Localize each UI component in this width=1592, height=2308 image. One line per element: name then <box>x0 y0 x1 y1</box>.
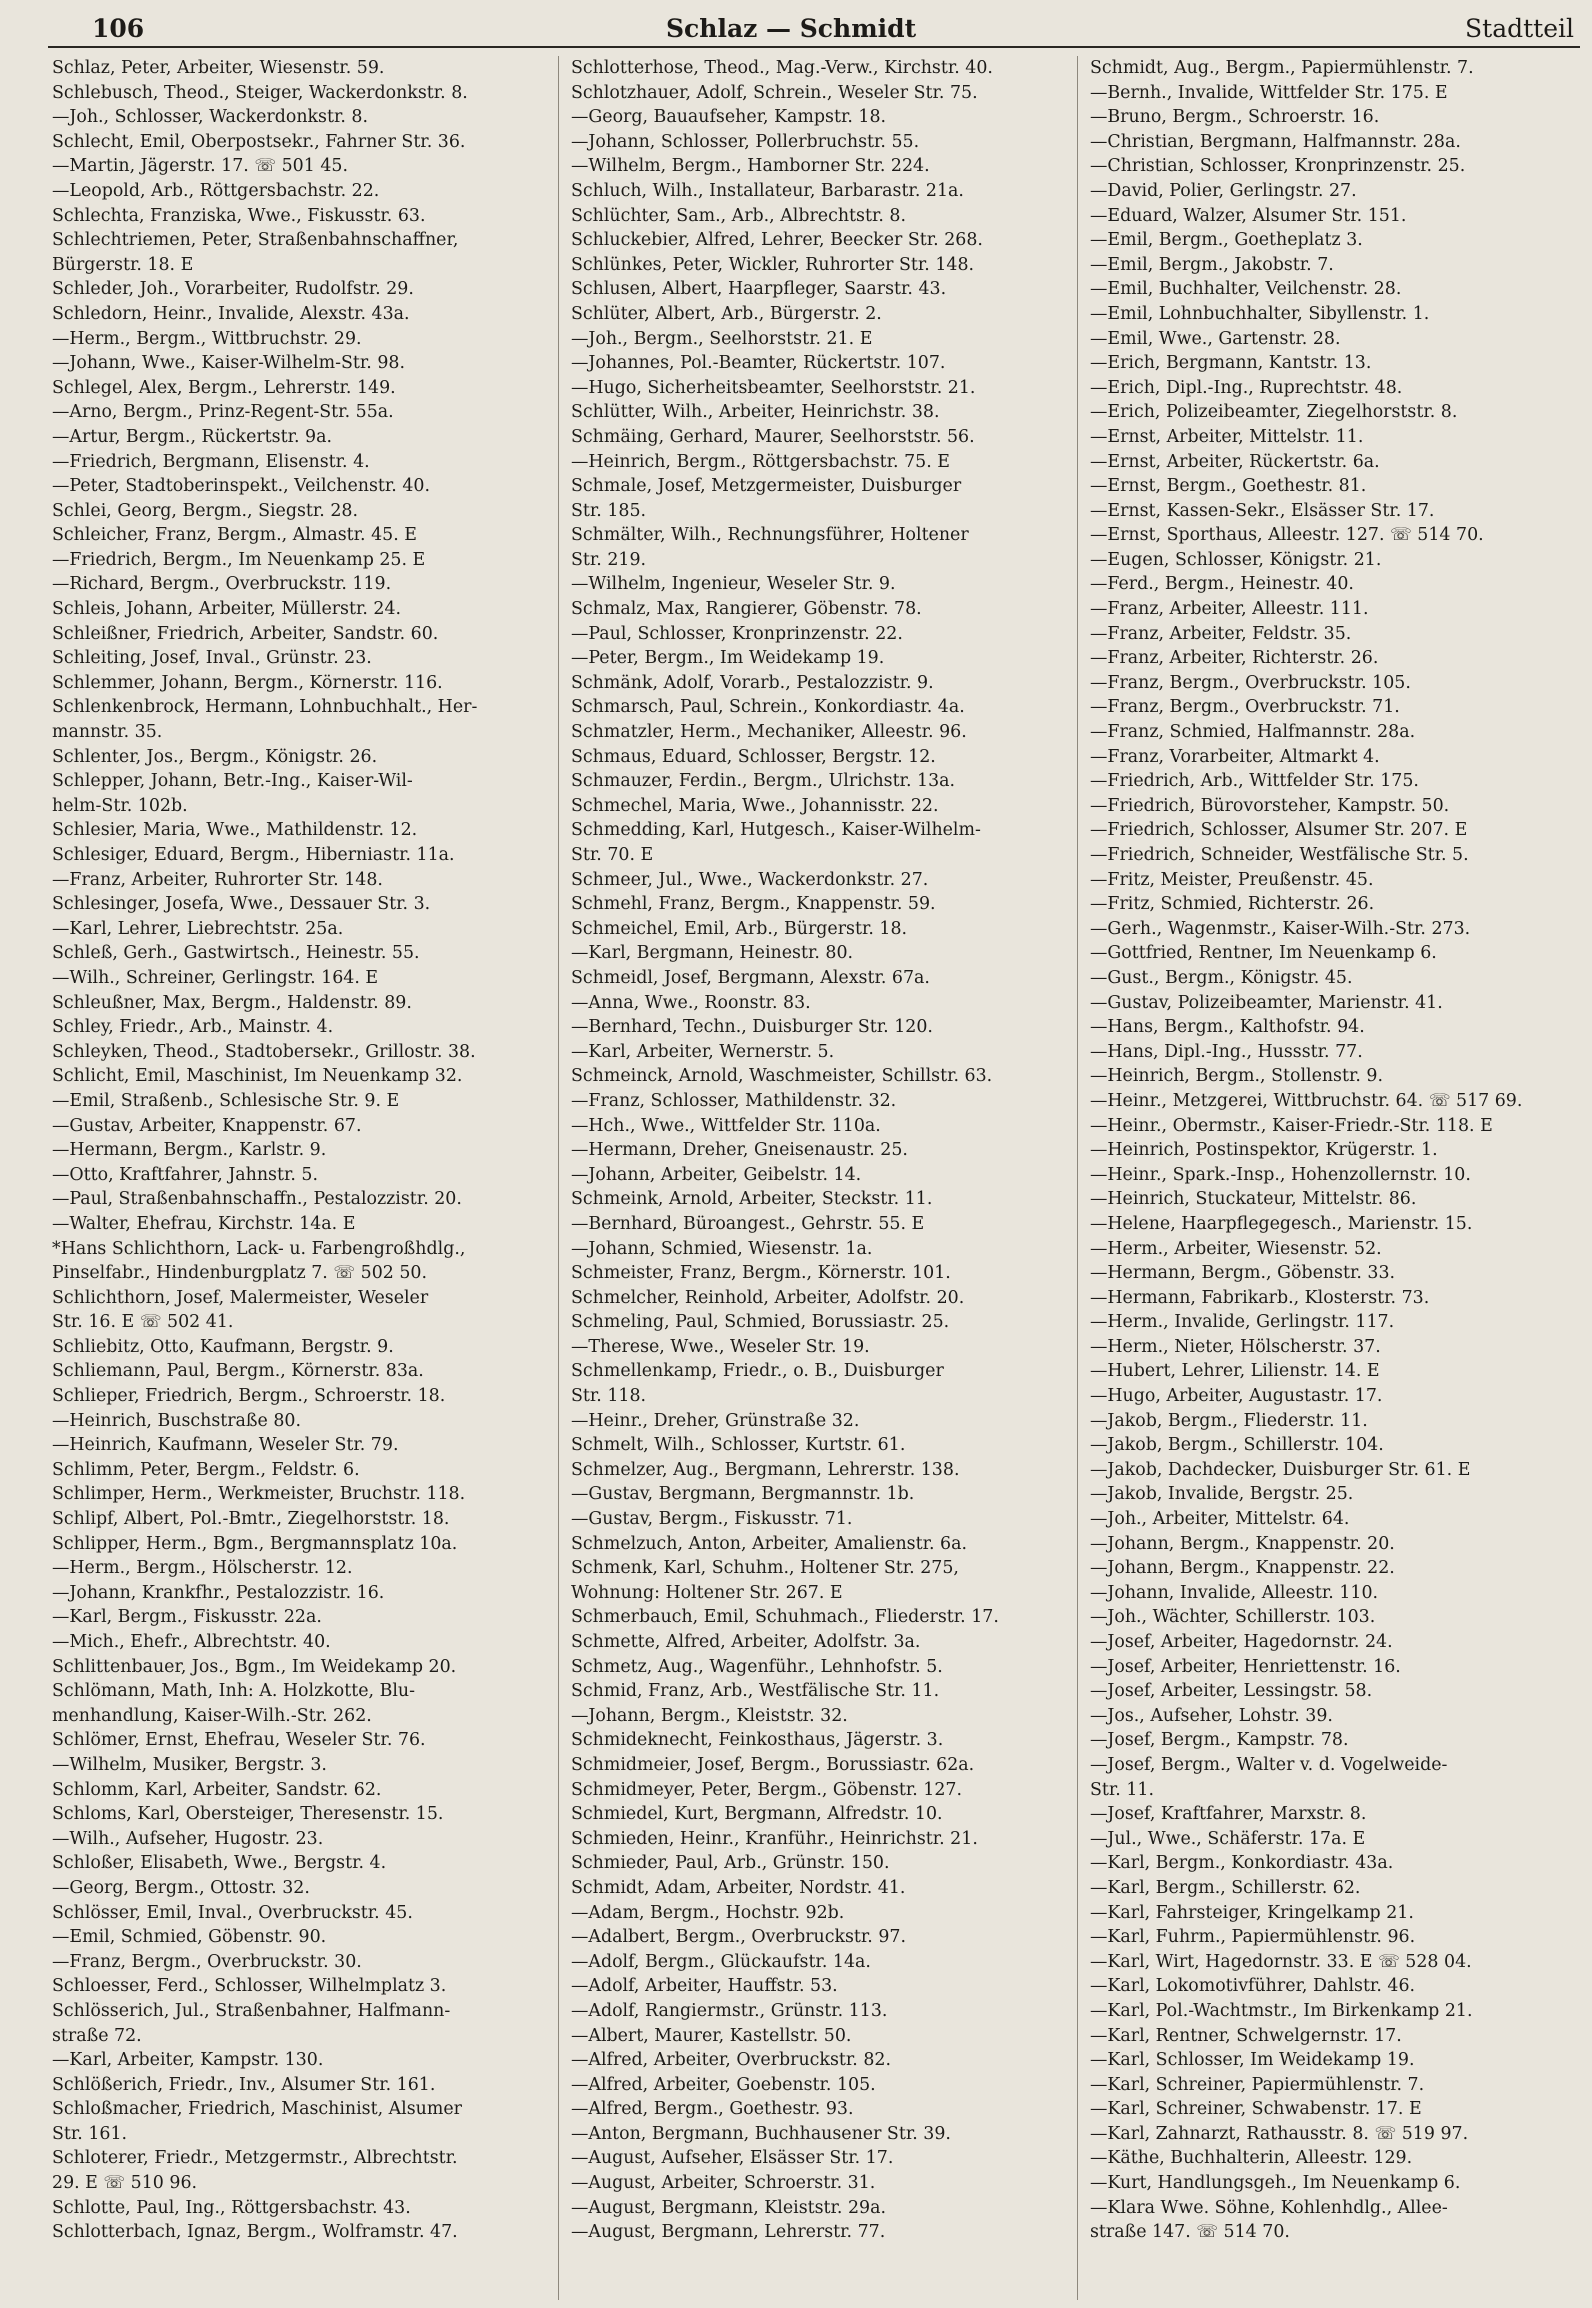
directory-entry: Schmerbauch, Emil, Schuhmach., Fliederstr. 17. <box>571 1607 999 1628</box>
directory-entry: Schloßmacher, Friedrich, Maschinist, Alsumer <box>52 2099 462 2120</box>
directory-entry: —Hermann, Bergm., Karlstr. 9. <box>52 1140 327 1161</box>
directory-entry: —Gustav, Bergm., Fiskusstr. 71. <box>571 1509 853 1530</box>
directory-entry: Schmänk, Adolf, Vorarb., Pestalozzistr. 9. <box>571 672 934 693</box>
directory-entry: Schleicher, Franz, Bergm., Almastr. 45. E <box>52 525 417 546</box>
directory-entry: —Peter, Bergm., Im Weidekamp 19. <box>571 648 885 669</box>
directory-entry: Schlipper, Herm., Bgm., Bergmannsplatz 10a. <box>52 1533 458 1554</box>
directory-entry: Schlechtriemen, Peter, Straßenbahnschaffner, <box>52 230 459 251</box>
directory-entry: —Heinr., Dreher, Grünstraße 32. <box>571 1410 860 1431</box>
directory-entry: Schmenk, Karl, Schuhm., Holtener Str. 275, <box>571 1558 959 1579</box>
directory-entry: Schmeister, Franz, Bergm., Körnerstr. 101. <box>571 1263 951 1284</box>
directory-entry: —Martin, Jägerstr. 17. ☏ 501 45. <box>52 156 348 177</box>
directory-entry: Schleißner, Friedrich, Arbeiter, Sandstr. 60. <box>52 623 439 644</box>
directory-entry: —Hch., Wwe., Wittfelder Str. 110a. <box>571 1115 881 1136</box>
directory-entry: Schmeling, Paul, Schmied, Borussiastr. 25. <box>571 1312 950 1333</box>
directory-entry: —Emil, Bergm., Jakobstr. 7. <box>1090 254 1334 275</box>
directory-entry: Schlecht, Emil, Oberpostsekr., Fahrner Str. 36. <box>52 131 466 152</box>
directory-entry: —Hubert, Lehrer, Lilienstr. 14. E <box>1090 1361 1380 1382</box>
directory-entry: —Jakob, Bergm., Fliederstr. 11. <box>1090 1410 1368 1431</box>
directory-entry: —Bernhard, Büroangest., Gehrstr. 55. E <box>571 1213 925 1234</box>
directory-entry: —Gustav, Bergmann, Bergmannstr. 1b. <box>571 1484 915 1505</box>
directory-entry: Schlömer, Ernst, Ehefrau, Weseler Str. 76. <box>52 1730 426 1751</box>
directory-entry: —Klara Wwe. Söhne, Kohlenhdlg., Allee- <box>1090 2197 1448 2218</box>
directory-entry: —Karl, Wirt, Hagedornstr. 33. E ☏ 528 04. <box>1090 1951 1472 1972</box>
directory-entry: Schlichthorn, Josef, Malermeister, Weseler <box>52 1287 429 1308</box>
directory-entry: —Heinrich, Bergm., Röttgersbachstr. 75. E <box>571 451 950 472</box>
directory-entry: Schmeichel, Emil, Arb., Bürgerstr. 18. <box>571 918 908 939</box>
directory-entry: —Emil, Bergm., Goetheplatz 3. <box>1090 230 1363 251</box>
directory-entry: —Bernh., Invalide, Wittfelder Str. 175. E <box>1090 82 1448 103</box>
directory-entry: —Bernhard, Techn., Duisburger Str. 120. <box>571 1017 933 1038</box>
directory-entry: —Karl, Arbeiter, Wernerstr. 5. <box>571 1041 835 1062</box>
directory-entry: —Johann, Schlosser, Pollerbruchstr. 55. <box>571 131 920 152</box>
directory-entry: Schleder, Joh., Vorarbeiter, Rudolfstr. 29. <box>52 279 414 300</box>
directory-entry: Schliemann, Paul, Bergm., Körnerstr. 83a. <box>52 1361 424 1382</box>
directory-entry: Schlemmer, Johann, Bergm., Körnerstr. 116. <box>52 672 443 693</box>
directory-entry: Schmelzuch, Anton, Arbeiter, Amalienstr. 6a. <box>571 1533 967 1554</box>
directory-entry: Schmellenkamp, Friedr., o. B., Duisburger <box>571 1361 944 1382</box>
directory-entry: —Hermann, Bergm., Göbenstr. 33. <box>1090 1263 1396 1284</box>
directory-entry: —Wilhelm, Bergm., Hamborner Str. 224. <box>571 156 930 177</box>
directory-entry: Schlotzhauer, Adolf, Schrein., Weseler Str. 75. <box>571 82 978 103</box>
directory-entry: —Ferd., Bergm., Heinestr. 40. <box>1090 574 1354 595</box>
directory-entry: Schmedding, Karl, Hutgesch., Kaiser-Wilhelm- <box>571 820 981 841</box>
directory-entry: —Gust., Bergm., Königstr. 45. <box>1090 967 1353 988</box>
directory-entry: —Herm., Arbeiter, Wiesenstr. 52. <box>1090 1238 1382 1259</box>
directory-entry: Schmechel, Maria, Wwe., Johannisstr. 22. <box>571 795 939 816</box>
directory-entry: —Gustav, Polizeibeamter, Marienstr. 41. <box>1090 992 1443 1013</box>
directory-entry: —Franz, Arbeiter, Alleestr. 111. <box>1090 599 1369 620</box>
directory-entry: straße 147. ☏ 514 70. <box>1090 2222 1290 2243</box>
directory-entry: —Karl, Bergm., Konkordiastr. 43a. <box>1090 1853 1394 1874</box>
directory-entry: Schmidmeyer, Peter, Bergm., Göbenstr. 127. <box>571 1779 963 1800</box>
directory-entry: —Karl, Zahnarzt, Rathausstr. 8. ☏ 519 97. <box>1090 2123 1469 2144</box>
directory-entry: —Johann, Bergm., Kleiststr. 32. <box>571 1705 848 1726</box>
directory-entry: Schloterer, Friedr., Metzgermstr., Albrechtstr. <box>52 2148 458 2169</box>
directory-entry: Str. 185. <box>571 500 647 521</box>
directory-entry: —Karl, Bergm., Fiskusstr. 22a. <box>52 1607 322 1628</box>
directory-entry: —Joh., Arbeiter, Mittelstr. 64. <box>1090 1509 1350 1530</box>
directory-entry: —Albert, Maurer, Kastellstr. 50. <box>571 2025 852 2046</box>
directory-entry: —Karl, Lehrer, Liebrechtstr. 25a. <box>52 918 344 939</box>
directory-entry: —Friedrich, Arb., Wittfelder Str. 175. <box>1090 771 1419 792</box>
directory-entry: —Karl, Lokomotivführer, Dahlstr. 46. <box>1090 1976 1416 1997</box>
directory-entry: —Jakob, Invalide, Bergstr. 25. <box>1090 1484 1354 1505</box>
directory-entry: —Josef, Kraftfahrer, Marxstr. 8. <box>1090 1804 1367 1825</box>
directory-entry: —Hans, Dipl.-Ing., Hussstr. 77. <box>1090 1041 1363 1062</box>
directory-entry: —Friedrich, Bergm., Im Neuenkamp 25. E <box>52 549 426 570</box>
directory-entry: —Emil, Wwe., Gartenstr. 28. <box>1090 328 1341 349</box>
directory-entry: Schmieder, Paul, Arb., Grünstr. 150. <box>571 1853 890 1874</box>
directory-entry: Schmelzer, Aug., Bergmann, Lehrerstr. 138. <box>571 1459 960 1480</box>
directory-entry: —Heinr., Spark.-Insp., Hohenzollernstr. 10. <box>1090 1164 1471 1185</box>
directory-entry: Schmehl, Franz, Bergm., Knappenstr. 59. <box>571 894 936 915</box>
directory-entry: —Adolf, Rangiermstr., Grünstr. 113. <box>571 2000 888 2021</box>
directory-entry: —Heinrich, Stuckateur, Mittelstr. 86. <box>1090 1189 1417 1210</box>
directory-entry: —Johann, Krankfhr., Pestalozzistr. 16. <box>52 1582 385 1603</box>
directory-entry: —Emil, Buchhalter, Veilchenstr. 28. <box>1090 279 1402 300</box>
directory-entry: Schlipf, Albert, Pol.-Bmtr., Ziegelhorststr. 18. <box>52 1509 450 1530</box>
directory-entry: —Emil, Straßenb., Schlesische Str. 9. E <box>52 1090 400 1111</box>
directory-entry: Schmarsch, Paul, Schrein., Konkordiastr. 4a. <box>571 697 965 718</box>
directory-entry: —Gottfried, Rentner, Im Neuenkamp 6. <box>1090 943 1437 964</box>
directory-entry: Schlicht, Emil, Maschinist, Im Neuenkamp 32. <box>52 1066 463 1087</box>
column-1 <box>52 56 542 2300</box>
directory-entry: Schmeer, Jul., Wwe., Wackerdonkstr. 27. <box>571 869 929 890</box>
directory-entry: Schlebusch, Theod., Steiger, Wackerdonkstr. 8. <box>52 82 468 103</box>
directory-entry: helm-Str. 102b. <box>52 795 188 816</box>
section-label: Stadtteil <box>1465 14 1574 43</box>
directory-entry: —Friedrich, Bürovorsteher, Kampstr. 50. <box>1090 795 1450 816</box>
directory-entry: Schlößerich, Friedr., Inv., Alsumer Str. 161. <box>52 2074 436 2095</box>
directory-entry: —Paul, Schlosser, Kronprinzenstr. 22. <box>571 623 903 644</box>
directory-entry: —Heinrich, Postinspektor, Krügerstr. 1. <box>1090 1140 1438 1161</box>
directory-entry: Pinselfabr., Hindenburgplatz 7. ☏ 502 50. <box>52 1263 428 1284</box>
directory-entry: —August, Arbeiter, Schroerstr. 31. <box>571 2173 876 2194</box>
directory-entry: —Hermann, Dreher, Gneisenaustr. 25. <box>571 1140 908 1161</box>
directory-entry: Schmatzler, Herm., Mechaniker, Alleestr. 96. <box>571 722 967 743</box>
directory-entry: —Christian, Bergmann, Halfmannstr. 28a. <box>1090 131 1461 152</box>
directory-entry: —Herm., Nieter, Hölscherstr. 37. <box>1090 1336 1381 1357</box>
directory-entry: Bürgerstr. 18. E <box>52 254 194 275</box>
directory-entry: —Jul., Wwe., Schäferstr. 17a. E <box>1090 1828 1366 1849</box>
directory-entry: Schlotterbach, Ignaz, Bergm., Wolframstr. 47. <box>52 2222 458 2243</box>
directory-entry: —Hugo, Sicherheitsbeamter, Seelhorststr. 21. <box>571 377 976 398</box>
directory-entry: —Hugo, Arbeiter, Augustastr. 17. <box>1090 1386 1383 1407</box>
directory-entry: —Johann, Bergm., Knappenstr. 22. <box>1090 1558 1395 1579</box>
directory-entry: —August, Aufseher, Elsässer Str. 17. <box>571 2148 894 2169</box>
directory-entry: —Franz, Schlosser, Mathildenstr. 32. <box>571 1090 897 1111</box>
directory-entry: Str. 161. <box>52 2123 128 2144</box>
directory-entry: —Jakob, Dachdecker, Duisburger Str. 61. E <box>1090 1459 1471 1480</box>
directory-entry: —Franz, Arbeiter, Richterstr. 26. <box>1090 648 1379 669</box>
directory-entry: —Adolf, Arbeiter, Hauffstr. 53. <box>571 1976 838 1997</box>
directory-entry: —Karl, Schreiner, Schwabenstr. 17. E <box>1090 2099 1422 2120</box>
directory-entry: —Arno, Bergm., Prinz-Regent-Str. 55a. <box>52 402 394 423</box>
directory-entry: —Franz, Arbeiter, Feldstr. 35. <box>1090 623 1352 644</box>
directory-entry: —Paul, Straßenbahnschaffn., Pestalozzistr. 20. <box>52 1189 462 1210</box>
directory-entry: Schlüter, Albert, Arb., Bürgerstr. 2. <box>571 303 882 324</box>
directory-entry: straße 72. <box>52 2025 142 2046</box>
directory-entry: Schlepper, Johann, Betr.-Ing., Kaiser-Wil- <box>52 771 413 792</box>
directory-entry: —Erich, Polizeibeamter, Ziegelhorststr. 8. <box>1090 402 1458 423</box>
directory-entry: —Karl, Schreiner, Papiermühlenstr. 7. <box>1090 2074 1425 2095</box>
directory-entry: Schleußner, Max, Bergm., Haldenstr. 89. <box>52 992 412 1013</box>
directory-entry: Schlechta, Franziska, Wwe., Fiskusstr. 63. <box>52 205 426 226</box>
directory-entry: —Joh., Wächter, Schillerstr. 103. <box>1090 1607 1376 1628</box>
directory-entry: —Erich, Dipl.-Ing., Ruprechtstr. 48. <box>1090 377 1403 398</box>
directory-entry: 29. E ☏ 510 96. <box>52 2173 198 2194</box>
column-3 <box>1077 56 1580 2300</box>
directory-entry: Schmidt, Adam, Arbeiter, Nordstr. 41. <box>571 1877 906 1898</box>
directory-entry: Schlesier, Maria, Wwe., Mathildenstr. 12. <box>52 820 418 841</box>
directory-entry: Schliebitz, Otto, Kaufmann, Bergstr. 9. <box>52 1336 394 1357</box>
running-head: Schlaz — Schmidt <box>666 14 917 43</box>
directory-entry: —Joh., Bergm., Seelhorststr. 21. E <box>571 328 873 349</box>
directory-entry: —Friedrich, Schneider, Westfälische Str. 5. <box>1090 845 1469 865</box>
directory-entry: Str. 16. E ☏ 502 41. <box>52 1312 234 1333</box>
directory-entry: Schmidt, Aug., Bergm., Papiermühlenstr. 7. <box>1090 58 1474 78</box>
directory-entry: —Josef, Arbeiter, Lessingstr. 58. <box>1090 1681 1373 1702</box>
directory-entry: —Franz, Vorarbeiter, Altmarkt 4. <box>1090 746 1380 767</box>
directory-entry: —Johann, Invalide, Alleestr. 110. <box>1090 1582 1379 1603</box>
directory-entry: Schloms, Karl, Obersteiger, Theresenstr. 15. <box>52 1804 444 1825</box>
directory-entry: Schmieden, Heinr., Kranführ., Heinrichstr. 21. <box>571 1828 978 1849</box>
directory-entry: Schmelcher, Reinhold, Arbeiter, Adolfstr. 20. <box>571 1287 965 1308</box>
directory-entry: Schmetz, Aug., Wagenführ., Lehnhofstr. 5. <box>571 1656 943 1677</box>
directory-entry: Schlesiger, Eduard, Bergm., Hiberniastr. 11a. <box>52 845 455 865</box>
directory-entry: Str. 70. E <box>571 845 654 865</box>
directory-entry: Schmauzer, Ferdin., Bergm., Ulrichstr. 13a. <box>571 771 956 792</box>
page-header <box>0 0 1592 48</box>
directory-entry: Str. 11. <box>1090 1779 1155 1800</box>
directory-entry: Schlaz, Peter, Arbeiter, Wiesenstr. 59. <box>52 58 385 78</box>
directory-entry: Schmale, Josef, Metzgermeister, Duisburger <box>571 476 962 497</box>
directory-entry: Schlüchter, Sam., Arb., Albrechtstr. 8. <box>571 205 906 226</box>
directory-entry: —Jakob, Bergm., Schillerstr. 104. <box>1090 1435 1384 1456</box>
column-2 <box>558 56 1061 2300</box>
directory-entry: —Gustav, Arbeiter, Knappenstr. 67. <box>52 1115 362 1136</box>
directory-entry: Schleyken, Theod., Stadtobersekr., Grillostr. 38. <box>52 1041 476 1062</box>
directory-entry: —Ernst, Sporthaus, Alleestr. 127. ☏ 514 70. <box>1090 525 1484 546</box>
directory-entry: Schlenkenbrock, Hermann, Lohnbuchhalt., Her- <box>52 697 478 718</box>
directory-entry: —Franz, Bergm., Overbruckstr. 30. <box>52 1951 362 1972</box>
directory-entry: —Friedrich, Bergmann, Elisenstr. 4. <box>52 451 370 472</box>
directory-entry: —August, Bergmann, Lehrerstr. 77. <box>571 2222 886 2243</box>
directory-entry: Schleis, Johann, Arbeiter, Müllerstr. 24. <box>52 599 402 620</box>
directory-entry: —Erich, Bergmann, Kantstr. 13. <box>1090 353 1372 374</box>
directory-entry: —Fritz, Schmied, Richterstr. 26. <box>1090 894 1375 915</box>
directory-entry: —Wilhelm, Musiker, Bergstr. 3. <box>52 1754 327 1775</box>
directory-entry: Schley, Friedr., Arb., Mainstr. 4. <box>52 1017 334 1038</box>
directory-entry: Schluch, Wilh., Installateur, Barbarastr. 21a. <box>571 180 964 201</box>
directory-entry: —Karl, Arbeiter, Kampstr. 130. <box>52 2050 324 2071</box>
directory-entry: —Anton, Bergmann, Buchhausener Str. 39. <box>571 2123 951 2144</box>
directory-entry: Schmaus, Eduard, Schlosser, Bergstr. 12. <box>571 746 936 767</box>
directory-entry: —Mich., Ehefr., Albrechtstr. 40. <box>52 1632 331 1652</box>
directory-entry: Schmeink, Arnold, Arbeiter, Steckstr. 11. <box>571 1189 933 1210</box>
directory-entry: —Herm., Bergm., Hölscherstr. 12. <box>52 1558 353 1579</box>
directory-entry: mannstr. 35. <box>52 722 163 743</box>
directory-entry: —Josef, Arbeiter, Henriettenstr. 16. <box>1090 1656 1401 1677</box>
directory-entry: Schmalz, Max, Rangierer, Göbenstr. 78. <box>571 599 922 620</box>
directory-entry: —Eduard, Walzer, Alsumer Str. 151. <box>1090 205 1407 226</box>
directory-entry: —Karl, Fuhrm., Papiermühlenstr. 96. <box>1090 1927 1416 1948</box>
directory-entry: Schlusen, Albert, Haarpfleger, Saarstr. 43. <box>571 279 947 300</box>
directory-entry: —Heinrich, Bergm., Stollenstr. 9. <box>1090 1066 1384 1087</box>
directory-entry: —Heinrich, Kaufmann, Weseler Str. 79. <box>52 1435 399 1456</box>
directory-entry: —Ernst, Arbeiter, Mittelstr. 11. <box>1090 426 1364 447</box>
directory-entry: —Ernst, Bergm., Goethestr. 81. <box>1090 476 1367 497</box>
directory-entry: Schmiedel, Kurt, Bergmann, Alfredstr. 10. <box>571 1804 943 1825</box>
directory-entry: —Wilhelm, Ingenieur, Weseler Str. 9. <box>571 574 896 595</box>
directory-entry: —Georg, Bergm., Ottostr. 32. <box>52 1877 310 1898</box>
directory-entry: —Franz, Arbeiter, Ruhrorter Str. 148. <box>52 869 383 890</box>
directory-entry: Schmid, Franz, Arb., Westfälische Str. 11. <box>571 1681 940 1702</box>
directory-entry: Schleß, Gerh., Gastwirtsch., Heinestr. 55. <box>52 943 420 964</box>
directory-entry: —Bruno, Bergm., Schroerstr. 16. <box>1090 107 1380 128</box>
directory-entry: —August, Bergmann, Kleiststr. 29a. <box>571 2197 887 2218</box>
directory-entry: —Herm., Invalide, Gerlingstr. 117. <box>1090 1312 1395 1333</box>
directory-entry: Schlotterhose, Theod., Mag.-Verw., Kirchstr. 40. <box>571 58 993 78</box>
page-number: 106 <box>92 14 145 43</box>
directory-entry: —Christian, Schlosser, Kronprinzenstr. 25. <box>1090 156 1466 177</box>
directory-entry: —Otto, Kraftfahrer, Jahnstr. 5. <box>52 1164 319 1185</box>
directory-entry: Schmeidl, Josef, Bergmann, Alexstr. 67a. <box>571 967 930 988</box>
directory-entry: —Jos., Aufseher, Lohstr. 39. <box>1090 1705 1333 1726</box>
directory-entry: —Georg, Bauaufseher, Kampstr. 18. <box>571 107 887 128</box>
directory-entry: menhandlung, Kaiser-Wilh.-Str. 262. <box>52 1705 372 1726</box>
directory-entry: Schlösser, Emil, Inval., Overbruckstr. 45. <box>52 1902 413 1923</box>
directory-entry: Schlieper, Friedrich, Bergm., Schroerstr. 18. <box>52 1386 446 1407</box>
directory-entry: *Hans Schlichthorn, Lack- u. Farbengroßhdlg., <box>52 1238 466 1259</box>
directory-entry: —Kurt, Handlungsgeh., Im Neuenkamp 6. <box>1090 2173 1461 2194</box>
directory-entry: —Helene, Haarpflegegesch., Marienstr. 15. <box>1090 1213 1473 1234</box>
directory-entry: —Käthe, Buchhalterin, Alleestr. 129. <box>1090 2148 1413 2169</box>
directory-entry: —Adalbert, Bergm., Overbruckstr. 97. <box>571 1927 907 1948</box>
directory-entry: —Karl, Bergmann, Heinestr. 80. <box>571 943 854 964</box>
directory-entry: —Wilh., Aufseher, Hugostr. 23. <box>52 1828 324 1849</box>
directory-entry: Schlesinger, Josefa, Wwe., Dessauer Str. 3. <box>52 894 431 915</box>
directory-entry: —Franz, Bergm., Overbruckstr. 105. <box>1090 672 1411 693</box>
directory-entry: Schlegel, Alex, Bergm., Lehrerstr. 149. <box>52 377 396 398</box>
directory-entry: —Johann, Arbeiter, Geibelstr. 14. <box>571 1164 862 1185</box>
directory-entry: —Therese, Wwe., Weseler Str. 19. <box>571 1336 870 1357</box>
directory-entry: —Heinr., Metzgerei, Wittbruchstr. 64. ☏ 517 69. <box>1090 1090 1523 1111</box>
directory-entry: —Friedrich, Schlosser, Alsumer Str. 207. E <box>1090 820 1468 841</box>
directory-entry: —Walter, Ehefrau, Kirchstr. 14a. E <box>52 1213 356 1234</box>
directory-entry: Schmideknecht, Feinkosthaus, Jägerstr. 3. <box>571 1730 944 1751</box>
directory-entry: —Artur, Bergm., Rückertstr. 9a. <box>52 426 332 447</box>
directory-entry: —Emil, Schmied, Göbenstr. 90. <box>52 1927 327 1948</box>
directory-entry: —Josef, Bergm., Walter v. d. Vogelweide- <box>1090 1754 1448 1775</box>
directory-entry: —Emil, Lohnbuchhalter, Sibyllenstr. 1. <box>1090 303 1430 324</box>
directory-entry: —Hermann, Fabrikarb., Klosterstr. 73. <box>1090 1287 1430 1308</box>
directory-entry: Schlimper, Herm., Werkmeister, Bruchstr. 118. <box>52 1484 466 1505</box>
directory-entry: —Karl, Rentner, Schwelgernstr. 17. <box>1090 2025 1402 2046</box>
directory-entry: Schlimm, Peter, Bergm., Feldstr. 6. <box>52 1459 360 1480</box>
directory-entry: —Richard, Bergm., Overbruckstr. 119. <box>52 574 392 595</box>
directory-entry: —Josef, Bergm., Kampstr. 78. <box>1090 1730 1349 1751</box>
directory-entry: Schmeinck, Arnold, Waschmeister, Schillstr. 63. <box>571 1066 993 1087</box>
directory-entry: Schlenter, Jos., Bergm., Königstr. 26. <box>52 746 378 767</box>
header-rule <box>48 46 1580 48</box>
directory-entry: —Hans, Bergm., Kalthofstr. 94. <box>1090 1017 1365 1038</box>
directory-entry: —Alfred, Arbeiter, Overbruckstr. 82. <box>571 2050 891 2071</box>
directory-entry: Schloesser, Ferd., Schlosser, Wilhelmplatz 3. <box>52 1976 447 1997</box>
directory-entry: —Karl, Bergm., Schillerstr. 62. <box>1090 1877 1361 1898</box>
directory-entry: Schlömann, Math, Inh: A. Holzkotte, Blu- <box>52 1681 416 1702</box>
directory-entry: Schmälter, Wilh., Rechnungsführer, Holtener <box>571 525 969 546</box>
directory-entry: Schmette, Alfred, Arbeiter, Adolfstr. 3a. <box>571 1632 921 1652</box>
directory-entry: —Peter, Stadtoberinspekt., Veilchenstr. 40. <box>52 476 430 497</box>
directory-entry: Schmidmeier, Josef, Bergm., Borussiastr. 62a. <box>571 1754 975 1775</box>
directory-entry: —Ernst, Arbeiter, Rückertstr. 6a. <box>1090 451 1380 472</box>
directory-entry: —Leopold, Arb., Röttgersbachstr. 22. <box>52 180 380 201</box>
directory-entry: —Johann, Bergm., Knappenstr. 20. <box>1090 1533 1395 1554</box>
directory-entry: —Eugen, Schlosser, Königstr. 21. <box>1090 549 1382 570</box>
directory-entry: —Alfred, Arbeiter, Goebenstr. 105. <box>571 2074 876 2095</box>
directory-entry: —Adam, Bergm., Hochstr. 92b. <box>571 1902 845 1923</box>
directory-entry: Schleiting, Josef, Inval., Grünstr. 23. <box>52 648 372 669</box>
directory-entry: Schlünkes, Peter, Wickler, Ruhrorter Str. 148. <box>571 254 975 275</box>
directory-entry: Schmäing, Gerhard, Maurer, Seelhorststr. 56. <box>571 426 975 447</box>
directory-entry: Schloßer, Elisabeth, Wwe., Bergstr. 4. <box>52 1853 387 1874</box>
directory-entry: —Wilh., Schreiner, Gerlingstr. 164. E <box>52 967 379 988</box>
directory-entry: Str. 118. <box>571 1386 647 1407</box>
directory-entry: Str. 219. <box>571 549 647 570</box>
directory-columns <box>52 56 1580 2300</box>
directory-entry: Schlütter, Wilh., Arbeiter, Heinrichstr. 38. <box>571 402 940 423</box>
directory-entry: —Karl, Fahrsteiger, Kringelkamp 21. <box>1090 1902 1414 1923</box>
directory-entry: Schlomm, Karl, Arbeiter, Sandstr. 62. <box>52 1779 382 1800</box>
directory-entry: —Alfred, Bergm., Goethestr. 93. <box>571 2099 854 2120</box>
directory-entry: —Johann, Schmied, Wiesenstr. 1a. <box>571 1238 873 1259</box>
directory-entry: Schlösserich, Jul., Straßenbahner, Halfmann- <box>52 2000 451 2021</box>
directory-entry: Schlotte, Paul, Ing., Röttgersbachstr. 43. <box>52 2197 411 2218</box>
directory-entry: —Gerh., Wagenmstr., Kaiser-Wilh.-Str. 273. <box>1090 918 1471 939</box>
directory-entry: Schlei, Georg, Bergm., Siegstr. 28. <box>52 500 358 521</box>
directory-entry: —Josef, Arbeiter, Hagedornstr. 24. <box>1090 1632 1393 1652</box>
directory-entry: —Herm., Bergm., Wittbruchstr. 29. <box>52 328 362 349</box>
directory-entry: Schlittenbauer, Jos., Bgm., Im Weidekamp 20. <box>52 1656 457 1677</box>
directory-entry: —Anna, Wwe., Roonstr. 83. <box>571 992 811 1013</box>
directory-entry: —Franz, Schmied, Halfmannstr. 28a. <box>1090 722 1416 743</box>
directory-entry: Schledorn, Heinr., Invalide, Alexstr. 43a. <box>52 303 410 324</box>
directory-entry: Schmelt, Wilh., Schlosser, Kurtstr. 61. <box>571 1435 906 1456</box>
directory-entry: —Heinrich, Buschstraße 80. <box>52 1410 302 1431</box>
directory-entry: —David, Polier, Gerlingstr. 27. <box>1090 180 1357 201</box>
directory-entry: —Fritz, Meister, Preußenstr. 45. <box>1090 869 1374 890</box>
directory-entry: Wohnung: Holtener Str. 267. E <box>571 1582 843 1603</box>
directory-entry: —Adolf, Bergm., Glückaufstr. 14a. <box>571 1951 871 1972</box>
directory-entry: —Ernst, Kassen-Sekr., Elsässer Str. 17. <box>1090 500 1435 521</box>
directory-entry: —Karl, Schlosser, Im Weidekamp 19. <box>1090 2050 1415 2071</box>
directory-entry: —Johann, Wwe., Kaiser-Wilhelm-Str. 98. <box>52 353 405 374</box>
directory-entry: —Karl, Pol.-Wachtmstr., Im Birkenkamp 21. <box>1090 2000 1473 2021</box>
directory-entry: —Franz, Bergm., Overbruckstr. 71. <box>1090 697 1400 718</box>
directory-entry: Schluckebier, Alfred, Lehrer, Beecker Str. 268. <box>571 230 983 251</box>
directory-entry: —Heinr., Obermstr., Kaiser-Friedr.-Str. 118. E <box>1090 1115 1493 1136</box>
directory-entry: —Johannes, Pol.-Beamter, Rückertstr. 107. <box>571 353 946 374</box>
directory-entry: —Joh., Schlosser, Wackerdonkstr. 8. <box>52 107 369 128</box>
